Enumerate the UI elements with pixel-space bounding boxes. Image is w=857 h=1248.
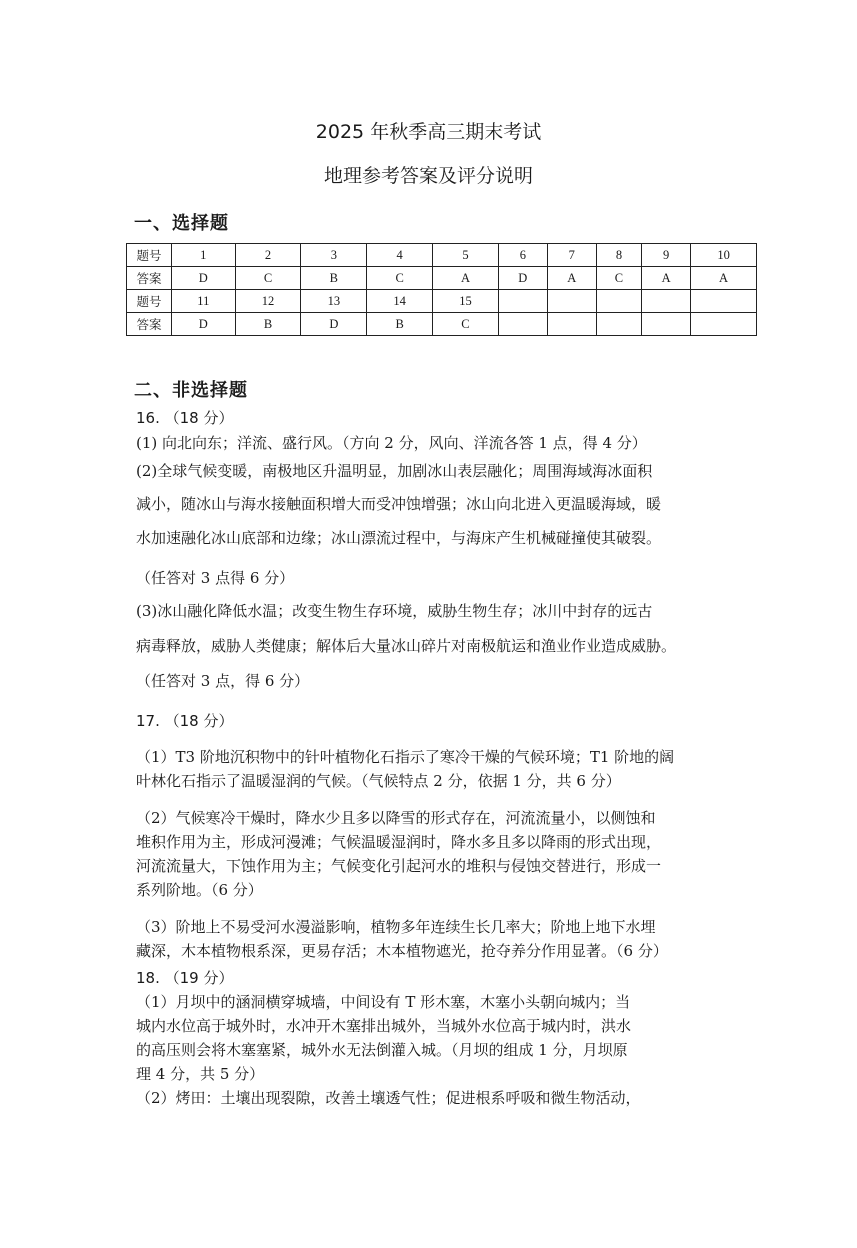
answer-line: 河流流量大，下蚀作用为主；气候变化引起河水的堆积与侵蚀交替进行，形成一 (136, 857, 662, 875)
answer-line: 理 4 分，共 5 分） (136, 1065, 265, 1083)
answer-cell: D (172, 267, 236, 290)
question-number: 13 (301, 290, 367, 313)
question-number: 12 (235, 290, 301, 313)
answer-line: 堆积作用为主，形成河漫滩；气候温暖湿润时，降水多且多以降雨的形式出现， (136, 833, 662, 851)
answer-cell: C (433, 313, 499, 336)
answer-line: 水加速融化冰山底部和边缘；冰山漂流过程中，与海床产生机械碰撞使其破裂。 (136, 529, 662, 547)
answer-cell: D (498, 267, 547, 290)
answer-cell: A (547, 267, 596, 290)
question-number: 14 (367, 290, 433, 313)
empty-cell (642, 313, 691, 336)
question-number: 1 (172, 244, 236, 267)
empty-cell (547, 290, 596, 313)
row-label: 题号 (127, 290, 172, 313)
answer-table (126, 243, 757, 336)
question-number: 9 (642, 244, 691, 267)
table-row (127, 313, 757, 336)
answer-cell: B (301, 267, 367, 290)
question-heading: 18. （19 分） (136, 969, 234, 987)
question-number: 2 (235, 244, 301, 267)
answer-cell: D (172, 313, 236, 336)
table-row (127, 290, 757, 313)
answer-cell: C (596, 267, 642, 290)
answer-line: 城内水位高于城外时，水冲开木塞排出城外，当城外水位高于城内时，洪水 (136, 1017, 632, 1035)
question-heading: 17. （18 分） (136, 712, 234, 730)
answer-cell: C (367, 267, 433, 290)
section-heading-choice: 一、选择题 (134, 213, 229, 234)
answer-line: (1) 向北向东；洋流、盛行风。（方向 2 分，风向、洋流各答 1 点，得 4 分） (136, 434, 647, 452)
answer-line: (3)冰山融化降低水温；改变生物生存环境，威胁生物生存；冰川中封存的远古 (136, 602, 653, 620)
answer-cell: A (642, 267, 691, 290)
answer-line: (2)全球气候变暖，南极地区升温明显，加剧冰山表层融化；周围海域海冰面积 (136, 462, 653, 480)
question-number: 10 (691, 244, 757, 267)
question-number: 7 (547, 244, 596, 267)
answer-cell: C (235, 267, 301, 290)
answer-cell: A (691, 267, 757, 290)
question-number: 3 (301, 244, 367, 267)
answer-line: （任答对 3 点得 6 分） (136, 569, 295, 587)
answer-line: 藏深，木本植物根系深，更易存活；木本植物遮光，抢夺养分作用显著。（6 分） (136, 942, 668, 960)
question-number: 8 (596, 244, 642, 267)
answer-line: （任答对 3 点，得 6 分） (136, 672, 310, 690)
empty-cell (596, 290, 642, 313)
question-heading: 16. （18 分） (136, 409, 234, 427)
answer-cell: B (235, 313, 301, 336)
answer-line: （2）气候寒冷干燥时，降水少且多以降雪的形式存在，河流流量小，以侧蚀和 (136, 809, 656, 827)
table-row (127, 244, 757, 267)
page-title: 2025 年秋季高三期末考试 (315, 121, 542, 143)
answer-cell: A (433, 267, 499, 290)
answer-line: 减小，随冰山与海水接触面积增大而受冲蚀增强；冰山向北进入更温暖海域，暖 (136, 495, 662, 513)
question-number: 4 (367, 244, 433, 267)
answer-line: （1）T3 阶地沉积物中的针叶植物化石指示了寒冷干燥的气候环境；T1 阶地的阔 (136, 748, 675, 766)
empty-cell (691, 313, 757, 336)
empty-cell (498, 290, 547, 313)
empty-cell (596, 313, 642, 336)
question-number: 11 (172, 290, 236, 313)
row-label: 答案 (127, 313, 172, 336)
answer-line: 的高压则会将木塞塞紧，城外水无法倒灌入城。（月坝的组成 1 分，月坝原 (136, 1041, 628, 1059)
table-row (127, 267, 757, 290)
page-subtitle: 地理参考答案及评分说明 (323, 165, 533, 187)
empty-cell (642, 290, 691, 313)
section-heading-nonchoice: 二、非选择题 (134, 380, 248, 401)
answer-line: 系列阶地。（6 分） (136, 881, 263, 899)
answer-line: 病毒释放，威胁人类健康；解体后大量冰山碎片对南极航运和渔业作业造成威胁。 (136, 637, 677, 655)
answer-line: （3）阶地上不易受河水漫溢影响，植物多年连续生长几率大；阶地上地下水埋 (136, 918, 656, 936)
question-number: 5 (433, 244, 499, 267)
row-label: 答案 (127, 267, 172, 290)
empty-cell (547, 313, 596, 336)
row-label: 题号 (127, 244, 172, 267)
question-number: 15 (433, 290, 499, 313)
answer-line: （2）烤田：土壤出现裂隙，改善土壤透气性；促进根系呼吸和微生物活动， (136, 1089, 641, 1107)
question-number: 6 (498, 244, 547, 267)
empty-cell (691, 290, 757, 313)
answer-cell: D (301, 313, 367, 336)
answer-line: （1）月坝中的涵洞横穿城墙，中间设有 T 形木塞，木塞小头朝向城内；当 (136, 993, 631, 1011)
answer-cell: B (367, 313, 433, 336)
empty-cell (498, 313, 547, 336)
answer-line: 叶林化石指示了温暖湿润的气候。（气候特点 2 分，依据 1 分，共 6 分） (136, 772, 621, 790)
